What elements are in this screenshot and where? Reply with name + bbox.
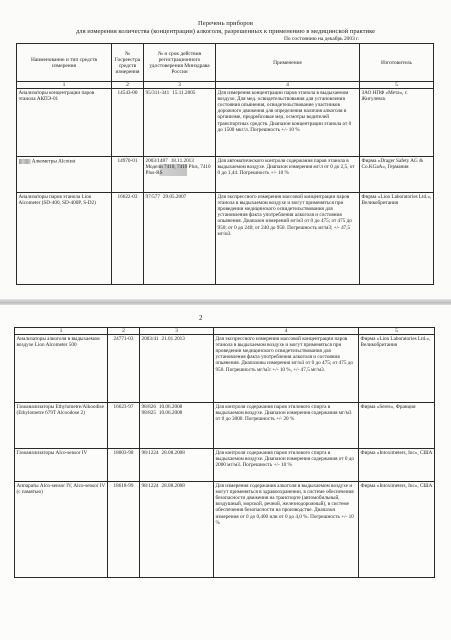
certificate-cell: [140, 449, 214, 482]
column-number-row: [15, 328, 435, 335]
table-row: [15, 449, 435, 482]
certificate-cell: [144, 193, 216, 285]
certificate-date: 10.06.2008: [158, 404, 183, 411]
certificate-date: 28.08.2008: [161, 450, 185, 457]
application-text: Для измерения концентрации паров этанола в выдыхаемом воздухе. Для мед. освидетельствования для установления состояния опьянения, освидетельствование участников дорожного движения для определения наличия алкоголя в организме, предрейсовые мед. осмотры водителей транспортных средств. Диапазон концентрации этанола от 0 до 1500 мкг/л. Погрешность +/- 10 %: [216, 89, 360, 157]
certificate-cell: [140, 335, 214, 403]
table-row: [15, 403, 435, 449]
instrument-name: Аппараты Alco-sensor IV, Alco-sensor IV (с памятью): [15, 482, 108, 578]
col-number: 3: [144, 82, 216, 89]
certificate-number: 98/1224: [141, 483, 159, 490]
manufacturer: Фирма «Seres», Франция: [359, 403, 435, 449]
column-number-row: [17, 82, 434, 89]
col-number: 1: [15, 328, 108, 335]
instrument-name: Газоанализаторы Ethylometre/Alkoodise (Ethylometre 679T Alcoodose 2): [15, 403, 108, 449]
header-name: Наименование и тип средств измерения: [17, 44, 112, 82]
header-registry: № Госреестра средств измерения: [112, 44, 144, 82]
document-page-1: [0, 0, 451, 300]
certificate-date: 10.06.2008: [158, 410, 183, 417]
certificate-number: 97/577: [145, 194, 160, 201]
instrument-name: Анализаторы паров этанола Lion Alcometer (SD-400, SD-400P, S-D2): [17, 193, 112, 285]
manufacturer: ЗАО НПФ «Мета», г. Жигулевск: [360, 89, 434, 157]
registry-number: 16622-03: [112, 193, 144, 285]
as-of-date: По состоянию на декабрь 2003 г.: [284, 36, 360, 42]
certificate-cell: [140, 403, 214, 449]
document-subtitle: для измерения количества (концентрации) алкоголя, разрешенных к применению в медицинской практике: [75, 28, 376, 35]
application-text: Для измерения содержания алкоголя в выдыхаемом воздухе и могут применяться в здравоохранении, в системе обеспечения безопасности движения на транспорте (автомобильный, воздушный, морской, речной, железнодорожный), в системе обеспечения безопасности на производстве. Диапазон измерения от 0 до 0,400 или от 0 до 4,0 %. Погрешность +/- 10 %: [214, 482, 359, 578]
table-row: [15, 335, 435, 403]
manufacturer: Фирма «Lion Laboratories Ltd.», Великобритания: [360, 193, 434, 285]
table-row: [17, 193, 434, 285]
application-text: Для контроля содержания паров этилового спирта в выдыхаемом воздухе. Диапазон измерения содержания мг/м3 от 0 до 3000. Погрешность +/- 20 %: [214, 403, 359, 449]
certificate-cell: [144, 157, 216, 193]
manufacturer: Фирма «Lion Laboratories Ltd.», Великобритания: [359, 335, 435, 403]
certificate-date: 15.11.2005: [172, 90, 196, 97]
application-text: Для контроля содержания паров этилового спирта в выдыхаемом воздухе. Диапазон измерения содержания от 0 до 2000 мг/м3. Погрешность +/- 10 %: [214, 449, 359, 482]
instrument-name: Анализаторы алкоголя в выдыхаемом воздухе Lion Alcometer 500: [15, 335, 108, 403]
application-text: Для автоматического контроля содержания паров этанола в выдыхаемом воздухе. Диапазон измерения мг/л от 0 до 2,5, от 0 до 1,44. Погрешность +/- 10 %: [216, 157, 360, 193]
registry-number: 16623-97: [108, 403, 140, 449]
header-application: Применение: [216, 44, 360, 82]
certificate-number: 2003/41: [141, 336, 159, 343]
col-number: 3: [140, 328, 214, 335]
certificate-date: 28.08.2008: [161, 483, 185, 490]
col-number: 2: [112, 82, 144, 89]
table-header-row: [17, 44, 434, 82]
registry-number: 14543-00: [112, 89, 144, 157]
instruments-table-page-2: [14, 327, 435, 578]
document-page-2: [0, 305, 451, 640]
certificate-number: 2003/1487: [145, 158, 168, 165]
table-row: [17, 157, 434, 193]
certificate-date: 29.05.2007: [162, 194, 187, 201]
registry-number: 18618-99: [108, 482, 140, 578]
certificate-date: 18.11.2013: [170, 158, 194, 165]
application-text: Для экспрессного измерения массовой концентрации паров этанола в выдыхаемом воздухе и могут применяться при проведении медицинского освидетельствования для установления факта употребления алкоголя и состояния опьянения. Диапазоны измерения мг/м3 от 0 до 475; от 475 до 950. Погрешность мг/м3: +/- 10 %, +/- 47,5 мг/м3.: [214, 335, 359, 403]
certificate-cell: [140, 482, 214, 578]
col-number: 5: [359, 328, 435, 335]
certificate-cell: [144, 89, 216, 157]
certificate-number: 98/826: [141, 404, 156, 411]
certificate-date: 21.01.2013: [161, 336, 185, 343]
table-row: [15, 482, 435, 578]
col-number: 2: [108, 328, 140, 335]
manufacturer: Фирма «Intoximeters, Inc», США: [359, 482, 435, 578]
certificate-number: 95/311-341: [145, 90, 170, 97]
instruments-table-page-1: [16, 43, 434, 285]
col-number: 4: [216, 82, 360, 89]
registry-number: 14970-01: [112, 157, 144, 193]
document-title: Перечень приборов: [198, 20, 253, 27]
header-certificate: № и срок действия регистрационного удостоверения Минздрава России: [144, 44, 216, 82]
col-number: 4: [214, 328, 359, 335]
col-number: 1: [17, 82, 112, 89]
header-manufacturer: Изготовитель: [360, 44, 434, 82]
registry-number: 18003-98: [108, 449, 140, 482]
certificate-number: 98/825: [141, 410, 156, 417]
instrument-name-cell: [17, 157, 112, 193]
registry-number: 24771-03: [108, 335, 140, 403]
instrument-name: Анализаторы концентрации паров этанола АКПЭ-01: [17, 89, 112, 157]
manufacturer: Фирма «Intoximeters, Inc», США: [359, 449, 435, 482]
page-number: 2: [199, 314, 203, 322]
certificate-models: Модели 7410, 7410 Plus, 7410 Plus-RS: [146, 164, 214, 176]
col-number: 5: [360, 82, 434, 89]
manufacturer: Фирма «Drager Safety AG & Co.KGaA», Германия: [360, 157, 434, 193]
certificate-number: 98/1224: [141, 450, 159, 457]
application-text: Для экспрессного измерения массовой концентрации паров этанола в выдыхаемом воздухе и могут применяться при проведении медицинского освидетельствования для установления факта употребления алкоголя и состояния опьянения. Диапазон измерений мг/м3 от 0 до 475; от 475 до 950; от 0 до 240; от 240 до 950. Погрешность мг/м3; +/- 47,5 мг/м3.: [216, 193, 360, 285]
instrument-name: Алкометры Alcotest: [31, 158, 76, 165]
instrument-name: Газоанализаторы Alco-sensor IV: [15, 449, 108, 482]
table-row: [17, 89, 434, 157]
